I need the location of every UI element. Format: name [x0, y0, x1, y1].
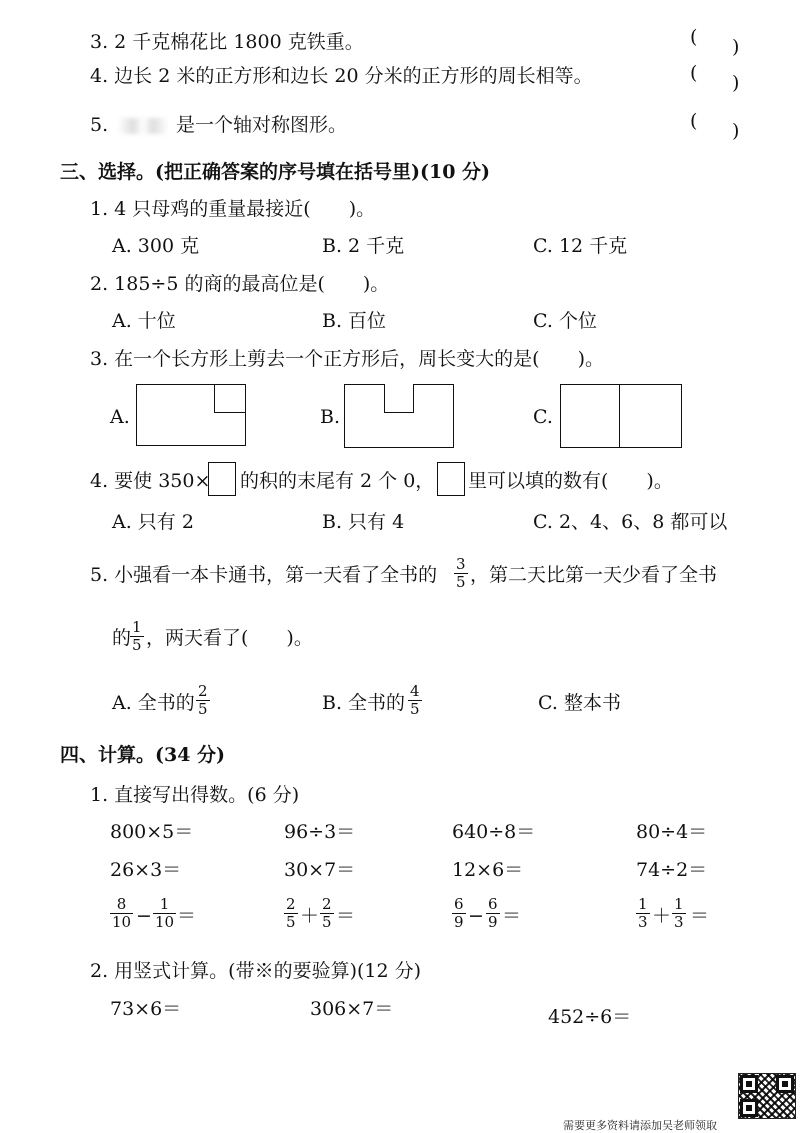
vertical-calc-item: 306×7＝: [310, 998, 394, 1020]
denominator: 5: [132, 636, 142, 654]
answer-paren-close: ): [732, 72, 740, 94]
denominator: 9: [454, 913, 464, 931]
fraction: [408, 683, 422, 718]
operator: −: [136, 905, 152, 927]
judge-q5: 是一个轴对称图形。: [176, 114, 348, 136]
numerator: 6: [488, 895, 498, 913]
vertical-calc-item: 73×6＝: [110, 998, 182, 1020]
numerator: 3: [456, 555, 466, 573]
blank-box: [208, 462, 236, 496]
choice-q4-stem-b: 的积的末尾有 2 个 0，: [240, 470, 435, 492]
denominator: 10: [155, 913, 175, 931]
equals: ＝: [177, 905, 197, 927]
denominator: 3: [638, 913, 648, 931]
numerator: 1: [132, 618, 142, 636]
fraction: [636, 896, 650, 931]
choice-q2-stem: 2. 185÷5 的商的最高位是( )。: [90, 273, 390, 295]
calc-item: 12×6＝: [452, 859, 524, 881]
denominator: 5: [456, 573, 466, 591]
choice-q2-c: C. 个位: [533, 310, 597, 332]
answer-paren-open: (: [690, 110, 698, 132]
fraction: [454, 556, 468, 591]
blank-box: [437, 462, 465, 496]
calc-item: 96÷3＝: [284, 821, 356, 843]
fraction: [196, 683, 210, 718]
footer-note: 需要更多资料请添加吴老师领取: [563, 1119, 717, 1132]
choice-q2-a: A. 十位: [112, 310, 176, 332]
equals: ＝: [502, 905, 522, 927]
denominator: 5: [198, 700, 208, 718]
numerator: 4: [410, 682, 420, 700]
calc-item: 26×3＝: [110, 859, 182, 881]
choice-q5-line2-b: ，两天看了( )。: [146, 627, 313, 649]
calc-item: 80÷4＝: [636, 821, 708, 843]
choice-q1-b: B. 2 千克: [322, 235, 405, 257]
judge-q5-number: 5.: [90, 114, 109, 136]
answer-paren-close: ): [732, 36, 740, 58]
calc-sub2-heading: 2. 用竖式计算。(带※的要验算)(12 分): [90, 960, 422, 982]
answer-paren-close: ): [732, 120, 740, 142]
fraction: [130, 619, 144, 654]
fraction: [284, 896, 298, 931]
choice-q4-stem-c: 里可以填的数有( )。: [468, 470, 673, 492]
denominator: 5: [410, 700, 420, 718]
choice-q4-c: C. 2、4、6、8 都可以: [533, 511, 728, 533]
choice-q5-c: C. 整本书: [538, 692, 621, 714]
fraction: [153, 896, 176, 931]
fraction: [486, 896, 500, 931]
fraction: [110, 896, 133, 931]
choice-q3-b: B.: [320, 406, 341, 428]
denominator: 5: [286, 913, 296, 931]
numerator: 1: [159, 895, 170, 913]
denominator: 10: [112, 913, 132, 931]
choice-q5-a: A. 全书的: [112, 692, 195, 714]
denominator: 9: [488, 913, 498, 931]
choice-q1-a: A. 300 克: [112, 235, 200, 257]
calc-item: 800×5＝: [110, 821, 194, 843]
choice-q5-line1-a: 5. 小强看一本卡通书，第一天看了全书的: [90, 564, 438, 586]
choice-q5-line1-b: ，第二天比第一天少看了全书: [470, 564, 718, 586]
numerator: 1: [638, 895, 648, 913]
numerator: 6: [454, 895, 464, 913]
choice-q4-b: B. 只有 4: [322, 511, 405, 533]
choice-q3-a: A.: [110, 406, 130, 428]
choice-q5-b: B. 全书的: [322, 692, 406, 714]
square-cut-figure-b: [384, 384, 414, 413]
section3-heading: 三、选择。(把正确答案的序号填在括号里)(10 分): [60, 161, 491, 183]
judge-q3: 3. 2 千克棉花比 1800 克铁重。: [90, 31, 364, 53]
qr-code-icon: [738, 1073, 796, 1119]
equals: ＝: [336, 905, 356, 927]
numerator: 2: [322, 895, 332, 913]
choice-q4-a: A. 只有 2: [112, 511, 194, 533]
operator: −: [468, 905, 484, 927]
rectangle-figure-c: [560, 384, 682, 448]
fraction: [452, 896, 466, 931]
numerator: 8: [116, 895, 127, 913]
choice-q4-stem-a: 4. 要使 350×: [90, 470, 211, 492]
calc-item: 640÷8＝: [452, 821, 536, 843]
operator: ＋: [300, 905, 320, 927]
calc-item: 74÷2＝: [636, 859, 708, 881]
choice-q1-stem: 1. 4 只母鸡的重量最接近( )。: [90, 198, 376, 220]
fraction: [672, 896, 686, 931]
denominator: 5: [322, 913, 332, 931]
choice-q1-c: C. 12 千克: [533, 235, 628, 257]
judge-q4: 4. 边长 2 米的正方形和边长 20 分米的正方形的周长相等。: [90, 65, 593, 87]
choice-q3-stem: 3. 在一个长方形上剪去一个正方形后，周长变大的是( )。: [90, 348, 604, 370]
choice-q3-c: C.: [533, 406, 553, 428]
numerator: 1: [674, 895, 684, 913]
denominator: 3: [674, 913, 684, 931]
equals: ＝: [690, 905, 710, 927]
vertical-calc-item: 452÷6＝: [548, 1006, 632, 1028]
choice-q2-b: B. 百位: [322, 310, 387, 332]
blurred-figure: [118, 118, 168, 134]
numerator: 2: [198, 682, 208, 700]
calc-item: 30×7＝: [284, 859, 356, 881]
section4-heading: 四、计算。(34 分): [60, 744, 226, 766]
divider-line-figure-c: [619, 384, 620, 448]
calc-sub1-heading: 1. 直接写出得数。(6 分): [90, 784, 300, 806]
choice-q5-line2-a: 的: [112, 627, 132, 649]
square-cut-figure-a: [214, 384, 245, 413]
fraction: [320, 896, 334, 931]
answer-paren-open: (: [690, 26, 698, 48]
answer-paren-open: (: [690, 62, 698, 84]
operator: ＋: [652, 905, 672, 927]
numerator: 2: [286, 895, 296, 913]
